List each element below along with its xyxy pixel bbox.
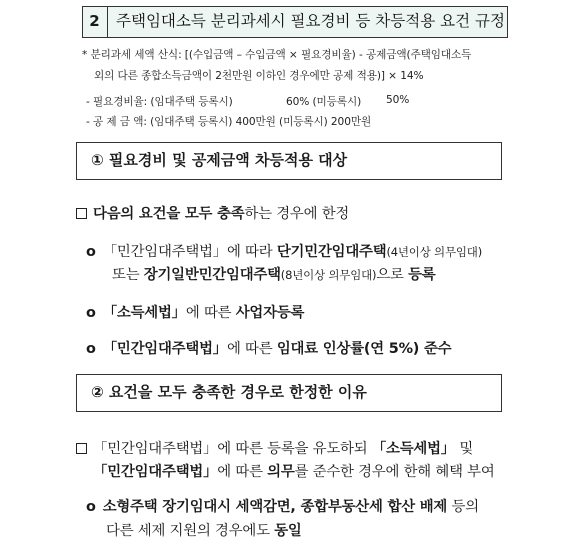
text-span-bold: 소형주택 장기임대시 세액감면, 종합부동산세 합산 배제 <box>102 499 448 515</box>
text-span-bold: 「민간임대주택법」 <box>93 464 218 480</box>
list-item-registration-line1 <box>86 240 482 261</box>
checkbox-square-icon <box>76 443 87 454</box>
bullet-circle-icon: o <box>86 244 96 260</box>
text-span: 「민간임대주택법」에 따른 등록을 유도하되 <box>93 441 372 457</box>
header-title: 주택임대소득 분리과세시 필요경비 등 차등적용 요건 규정 <box>116 12 505 30</box>
checkbox-square-icon <box>76 208 87 219</box>
text-span: 에 따른 <box>226 341 277 357</box>
reason-line1 <box>76 437 473 458</box>
text-span-bold: 「민간임대주택법」 <box>102 341 227 357</box>
bullet-circle-icon: o <box>86 341 96 357</box>
list-item-registration-line2 <box>112 263 436 284</box>
deduction-amount-note: - 공 제 금 액: (임대주택 등록시) 400만원 (미등록시) 200만원 <box>86 116 372 128</box>
text-span: 등의 <box>447 499 479 515</box>
text-span: 으로 <box>376 267 409 283</box>
text-span: 「민간임대주택법」에 따라 <box>102 244 277 260</box>
formula-note-line1: * 분리과세 세액 산식: [(수입금액 – 수입금액 × 필요경비율) - 공제금액(주택임대소득 <box>82 49 472 61</box>
text-span-bold: 장기일반민간임대주택 <box>143 267 281 283</box>
text-span-bold: 임대료 인상률(연 5%) 준수 <box>276 341 452 357</box>
list-item-rent-increase <box>86 337 451 358</box>
reason-line2 <box>93 460 495 481</box>
list-item-business-registration <box>86 301 304 322</box>
text-span-bold: 등록 <box>408 267 436 283</box>
text-span-bold: 사업자등록 <box>235 305 305 321</box>
formula-note-line2: 외의 다른 종합소득금액이 2천만원 이하인 경우에만 공제 적용)] × 14% <box>94 70 424 82</box>
requirement-line <box>76 202 349 223</box>
list-item-tax-support-line2 <box>106 519 302 540</box>
bullet-circle-icon: o <box>86 305 96 321</box>
text-span-bold: 「소득세법」 <box>371 441 455 457</box>
text-span-bold: 단기민간임대주택 <box>276 244 387 260</box>
text-span: 다른 세제 지원의 경우에도 <box>106 523 275 539</box>
text-span: 에 따른 <box>185 305 236 321</box>
text-span-bold: 동일 <box>274 523 302 539</box>
expense-rate-registered: 60% (미등록시) <box>286 96 362 108</box>
list-item-tax-support-line1 <box>86 495 479 516</box>
expense-rate-unregistered: 50% <box>386 94 410 106</box>
text-span: 또는 <box>112 267 144 283</box>
text-span: 에 따른 <box>217 464 268 480</box>
requirement-bold: 다음의 요건을 모두 충족 <box>93 206 245 222</box>
header-number: 2 <box>82 6 108 38</box>
section1-title: ① 필요경비 및 공제금액 차등적용 대상 <box>76 142 502 180</box>
text-span-small: (4년이상 의무임대) <box>386 245 482 259</box>
text-span-bold: 의무 <box>267 464 295 480</box>
text-span-bold: 「소득세법」 <box>102 305 186 321</box>
text-span-small: (8년이상 의무임대) <box>280 268 377 282</box>
text-span: 를 준수한 경우에 한해 혜택 부여 <box>294 464 495 480</box>
section2-title: ② 요건을 모두 충족한 경우로 한정한 이유 <box>76 374 502 412</box>
text-span: 및 <box>455 441 474 457</box>
requirement-rest: 하는 경우에 한정 <box>244 206 350 222</box>
bullet-circle-icon: o <box>86 499 96 515</box>
expense-rate-label: - 필요경비율: (임대주택 등록시) <box>86 96 233 108</box>
